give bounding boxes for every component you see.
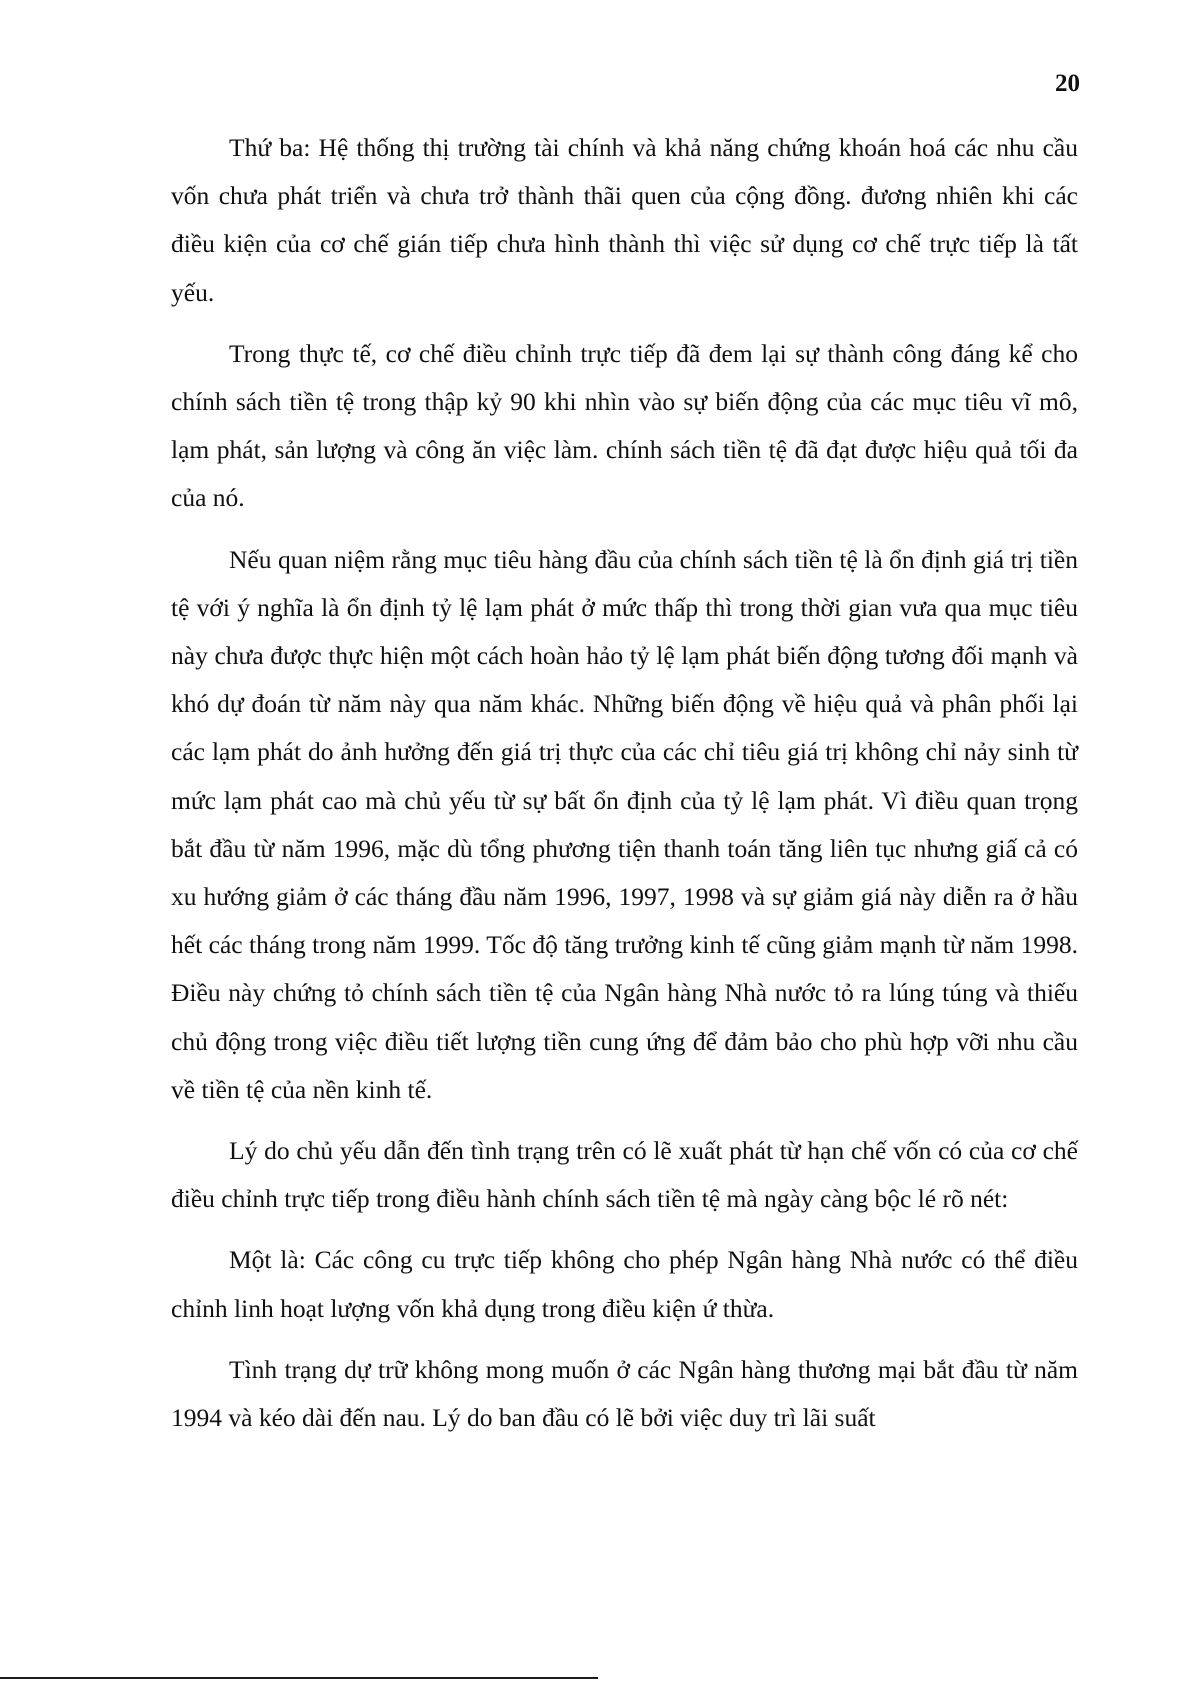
paragraph-tinh-trang: Tình trạng dự trữ không mong muốn ở các Ngân hàng thương mại bắt đầu từ năm 1994 và kéo dài đến nau. Lý do ban đầu có lẽ bởi việc duy trì lãi suất xyxy=(171,1354,1078,1433)
paragraph-mot-la: Một là: Các công cu trực tiếp không cho phép Ngân hàng Nhà nước có thể điều chỉnh linh hoạt lượng vốn khả dụng trong điều kiện ứ thừa. xyxy=(171,1245,1078,1323)
paragraph-trong-thuc-te: Trong thực tế, cơ chế điều chỉnh trực tiếp đã đem lại sự thành công đáng kể cho chính sách tiền tệ trong thập kỷ 90 khi nhìn vào sự biến động của các mục tiêu vĩ mô, lạm phát, sản lượng và công ăn việc làm. chính sách tiền tệ đã đạt được hiệu quả tối đa của nó. xyxy=(171,338,1078,513)
paragraph-neu-quan-niem: Nếu quan niệm rằng mục tiêu hàng đầu của chính sách tiền tệ là ổn định giá trị tiền tệ với ý nghĩa là ổn định tỷ lệ lạm phát ở mức thấp thì trong thời gian vưa qua mục tiêu này chưa được thực hiện một cách hoàn hảo tỷ lệ lạm phát biến động tương đối mạnh và khó dự đoán từ năm này qua năm khác. Những biến động về hiệu quả và phân phối lại các lạm phát do ảnh hưởng đến giá trị thực của các chỉ tiêu giá trị không chỉ nảy sinh từ mức lạm phát cao mà chủ yếu từ sự bất ổn định của tỷ lệ lạm phát. Vì điều quan trọng bắt đầu từ năm 1996, mặc dù tổng phương tiện thanh toán tăng liên tục nhưng giấ cả có xu hướng giảm ở các tháng đầu năm 1996, 1997, 1998 và sự giảm giá này diễn ra ở hầu hết các tháng trong năm 1999. Tốc độ tăng trưởng kinh tế cũng giảm mạnh từ năm 1998. Điều này chứng tỏ chính sách tiền tệ của Ngân hàng Nhà nước tỏ ra lúng túng và thiếu chủ động trong việc điều tiết lượng tiền cung ứng để đảm bảo cho phù hợp vỡi nhu cầu về tiền tệ của nền kinh tế. xyxy=(171,544,1078,1104)
footer-divider xyxy=(0,1677,598,1679)
document-body xyxy=(171,124,1078,1442)
paragraph-ly-do: Lý do chủ yếu dẫn đến tình trạng trên có lẽ xuất phát từ hạn chế vốn có của cơ chế điều chỉnh trực tiếp trong điều hành chính sách tiền tệ mà ngày càng bộc lé rõ nét: xyxy=(171,1136,1078,1214)
page-number: 20 xyxy=(1055,70,1080,97)
paragraph-thu-ba: Thứ ba: Hệ thống thị trường tài chính và khả năng chứng khoán hoá các nhu cầu vốn chưa phát triển và chưa trở thành thãi quen của cộng đồng. đương nhiên khi các điều kiện của cơ chế gián tiếp chưa hình thành thì việc sử dụng cơ chế trực tiếp là tất yếu. xyxy=(171,133,1078,307)
